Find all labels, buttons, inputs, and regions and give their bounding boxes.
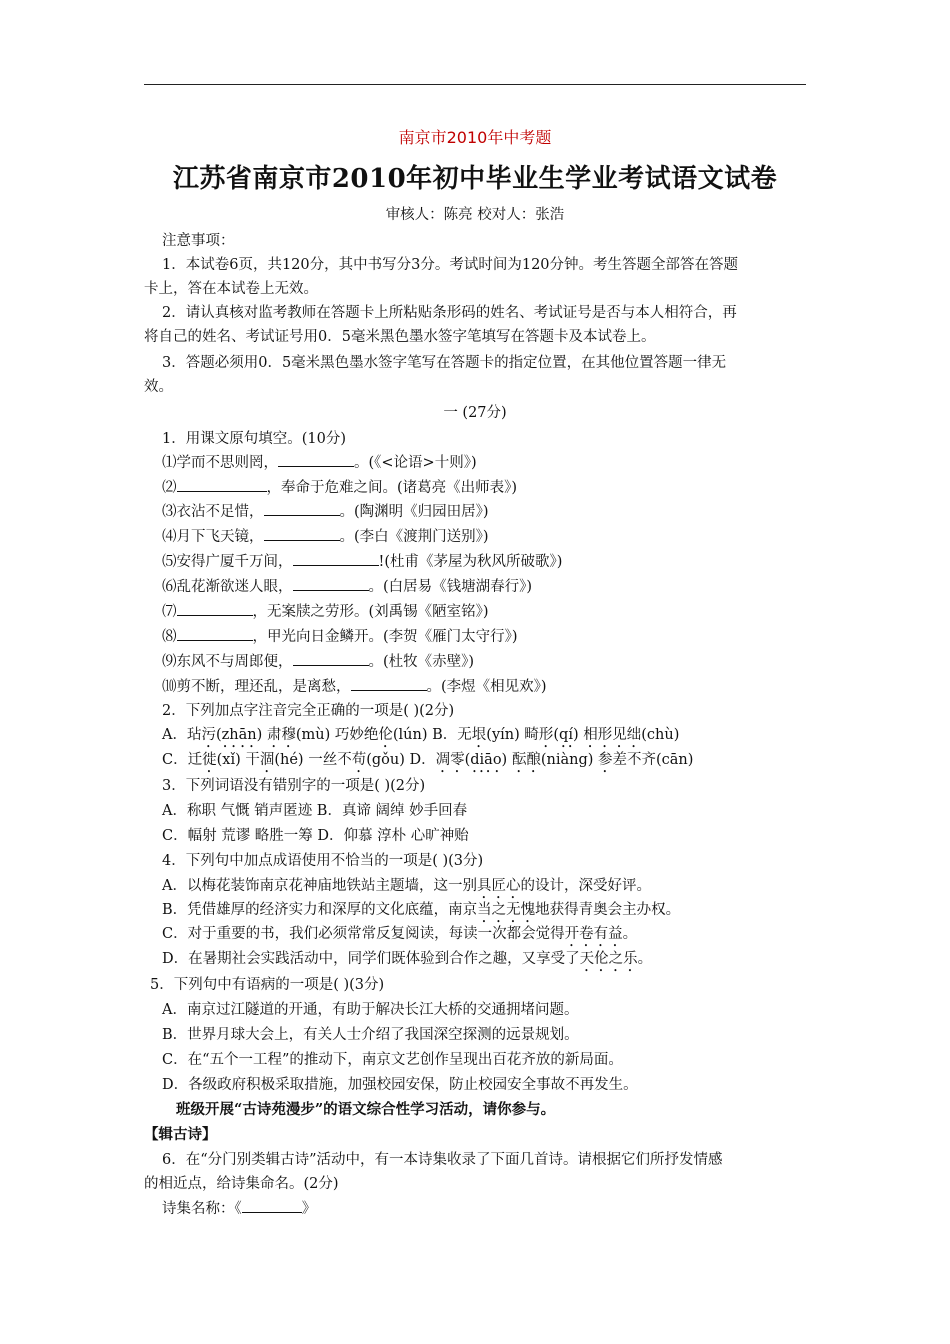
answer-blank[interactable]: [177, 478, 267, 492]
q1-item-4: ⑷月下飞天镜， 。(李白《渡荆门送别》): [162, 529, 489, 545]
q3-options-cd: C．幅射 荒谬 略胜一筹 D．仰慕 淳朴 心旷神贻: [162, 828, 469, 844]
note-3-line-2: 效。: [144, 379, 173, 395]
page-title: 江苏省南京市2010年初中毕业生学业考试语文试卷: [172, 164, 778, 194]
note-3-line-1: 3．答题必须用0．5毫米黑色墨水签字笔写在答题卡的指定位置，在其他位置答题一律无: [162, 355, 727, 371]
q4-option-b: B．凭借雄厚的经济实力和深厚的文化底蕴，南京当之无愧地获得青奥会主办权。: [162, 902, 681, 918]
q2-stem: 2．下列加点字注音完全正确的一项是( )(2分): [162, 703, 455, 719]
collection-name-blank[interactable]: [242, 1199, 302, 1213]
q6-answer-line: 诗集名称：《 》: [162, 1201, 317, 1217]
q1-item-9: ⑼东风不与周郎便， 。(杜牧《赤壁》): [162, 654, 475, 670]
q4-option-c: C．对于重要的书，我们必须常常反复阅读，每读一次都会觉得开卷有益。: [162, 926, 638, 942]
q6-line-1: 6．在“分门别类辑古诗”活动中，有一本诗集收录了下面几首诗。请根据它们所抒发情感: [162, 1152, 723, 1168]
q3-stem: 3．下列词语没有错别字的一项是( )(2分): [162, 778, 426, 794]
answer-blank[interactable]: [351, 677, 427, 691]
q5-option-a: A．南京过江隧道的开通，有助于解决长江大桥的交通拥堵问题。: [162, 1002, 579, 1018]
note-1-line-1: 1．本试卷6页，共120分，其中书写分3分。考试时间为120分钟。考生答题全部答在答题: [162, 257, 739, 273]
q5-option-c: C．在“五个一工程”的推动下，南京文艺创作呈现出百花齐放的新局面。: [162, 1052, 623, 1068]
answer-blank[interactable]: [293, 652, 369, 666]
q6-line-2: 的相近点，给诗集命名。(2分): [144, 1176, 339, 1192]
q1-item-8: ⑻ ，甲光向日金鳞开。(李贺《雁门太守行》): [162, 629, 518, 645]
answer-blank[interactable]: [177, 602, 253, 616]
answer-blank[interactable]: [293, 577, 369, 591]
q4-option-a: A．以梅花装饰南京花神庙地铁站主题墙，这一别具匠心的设计，深受好评。: [162, 878, 651, 894]
q2-options-ab: A．玷污(zhān) 肃穆(mù) 巧妙绝伦(lún) B．无垠(yín) 畸形(qí) 相形见绌(chù): [162, 727, 680, 743]
notes-heading: 注意事项：: [162, 233, 235, 249]
q5-stem: 5．下列句中有语病的一项是( )(3分): [150, 977, 385, 993]
answer-blank[interactable]: [177, 627, 253, 641]
activity-section-heading: 【辑古诗】: [144, 1126, 217, 1143]
answer-blank[interactable]: [264, 502, 340, 516]
q1-item-10: ⑽剪不断，理还乱，是离愁， 。(李煜《相见欢》): [162, 679, 547, 695]
note-2-line-1: 2．请认真核对监考教师在答题卡上所粘贴条形码的姓名、考试证号是否与本人相符合，再: [162, 305, 737, 321]
header-rule: [144, 84, 806, 85]
q5-option-d: D．各级政府积极采取措施，加强校园安保，防止校园安全事故不再发生。: [162, 1077, 638, 1093]
note-1-line-2: 卡上，答在本试卷上无效。: [144, 281, 318, 297]
note-2-line-2: 将自己的姓名、考试证号用0．5毫米黑色墨水签字笔填写在答题卡及本试卷上。: [144, 329, 656, 345]
q2-options-cd: C．迁徙(xǐ) 干涸(hé) 一丝不苟(gǒu) D．凋零(diāo) 酝酿(niàng) 参差不齐(cān): [162, 752, 694, 768]
q1-item-1: ⑴学而不思则罔， 。(《<论语>十则》): [162, 455, 477, 471]
q1-item-2: ⑵ ，奉命于危难之间。(诸葛亮《出师表》): [162, 480, 518, 496]
reviewers-line: 审核人：陈亮 校对人：张浩: [385, 207, 565, 223]
q1-item-7: ⑺ ，无案牍之劳形。(刘禹锡《陋室铭》): [162, 604, 489, 620]
q3-options-ab: A．称职 气慨 销声匿迹 B．真谛 阔绰 妙手回春: [162, 803, 468, 819]
answer-blank[interactable]: [264, 527, 340, 541]
section-one-heading: 一 (27分): [443, 405, 507, 421]
q1-item-5: ⑸安得广厦千万间， !(杜甫《茅屋为秋风所破歌》): [162, 554, 563, 570]
answer-blank[interactable]: [293, 552, 379, 566]
answer-blank[interactable]: [278, 453, 354, 467]
q4-stem: 4．下列句中加点成语使用不恰当的一项是( )(3分): [162, 853, 484, 869]
q1-item-6: ⑹乱花渐欲迷人眼， 。(白居易《钱塘湖春行》): [162, 579, 533, 595]
q1-stem: 1．用课文原句填空。(10分): [162, 431, 346, 447]
q1-item-3: ⑶衣沾不足惜， 。(陶渊明《归园田居》): [162, 504, 489, 520]
exam-source-label: 南京市2010年中考题: [398, 128, 552, 147]
activity-intro: 班级开展“古诗苑漫步”的语文综合性学习活动，请你参与。: [176, 1101, 556, 1118]
q4-option-d: D．在暑期社会实践活动中，同学们既体验到合作之趣，又享受了天伦之乐。: [162, 951, 653, 967]
q5-option-b: B．世界月球大会上，有关人士介绍了我国深空探测的远景规划。: [162, 1027, 579, 1043]
